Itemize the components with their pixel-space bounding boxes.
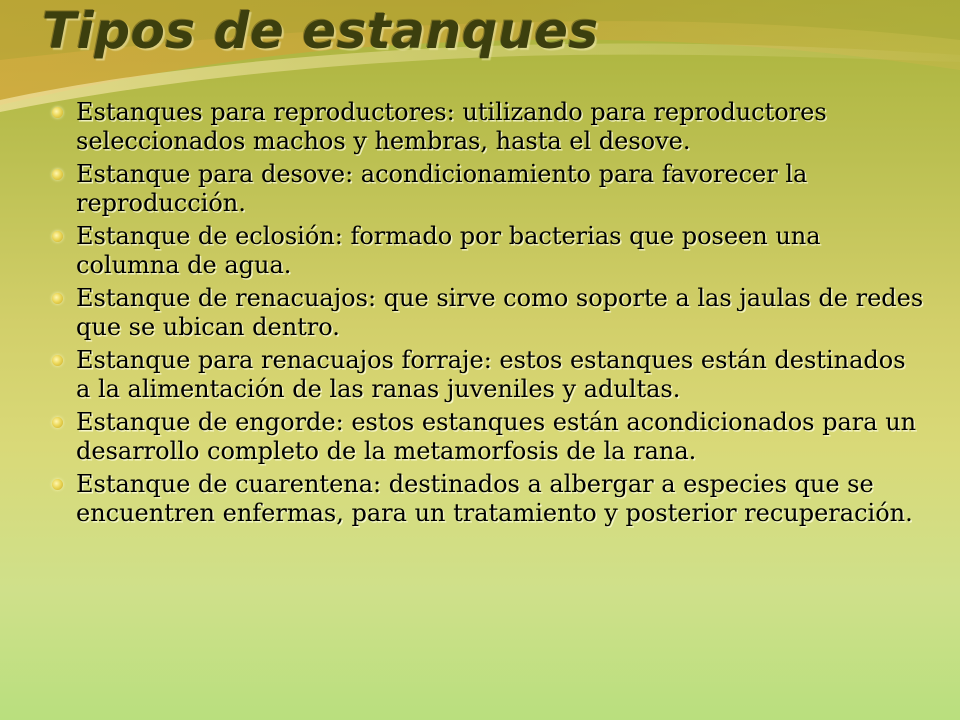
- bullet-icon: [52, 417, 63, 428]
- list-item-text: Estanque de engorde: estos estanques están acondicionados para un desarrollo completo de la metamorfosis de la rana.: [76, 408, 917, 465]
- bullet-icon: [52, 107, 63, 118]
- list-item-text: Estanque para renacuajos forraje: estos estanques están destinados a la alimentación de las ranas juveniles y adultas.: [76, 346, 906, 403]
- slide-title: Tipos de estanques: [42, 2, 599, 60]
- bullet-icon: [52, 293, 63, 304]
- list-item-text: Estanque de renacuajos: que sirve como soporte a las jaulas de redes que se ubican dentro.: [76, 284, 924, 341]
- list-item: [46, 346, 926, 403]
- list-item-text: Estanques para reproductores: utilizando para reproductores seleccionados machos y hembras, hasta el desove.: [76, 98, 827, 155]
- bullet-icon: [52, 231, 63, 242]
- bullet-list: [46, 98, 926, 532]
- bullet-icon: [52, 169, 63, 180]
- list-item: [46, 470, 926, 527]
- list-item: [46, 222, 926, 279]
- bullet-icon: [52, 355, 63, 366]
- list-item-text: Estanque de eclosión: formado por bacterias que poseen una columna de agua.: [76, 222, 821, 279]
- list-item: [46, 160, 926, 217]
- list-item: [46, 98, 926, 155]
- bullet-icon: [52, 479, 63, 490]
- list-item-text: Estanque para desove: acondicionamiento para favorecer la reproducción.: [76, 160, 808, 217]
- list-item: [46, 408, 926, 465]
- list-item-text: Estanque de cuarentena: destinados a albergar a especies que se encuentren enfermas, para un tratamiento y posterior recuperación.: [76, 470, 913, 527]
- list-item: [46, 284, 926, 341]
